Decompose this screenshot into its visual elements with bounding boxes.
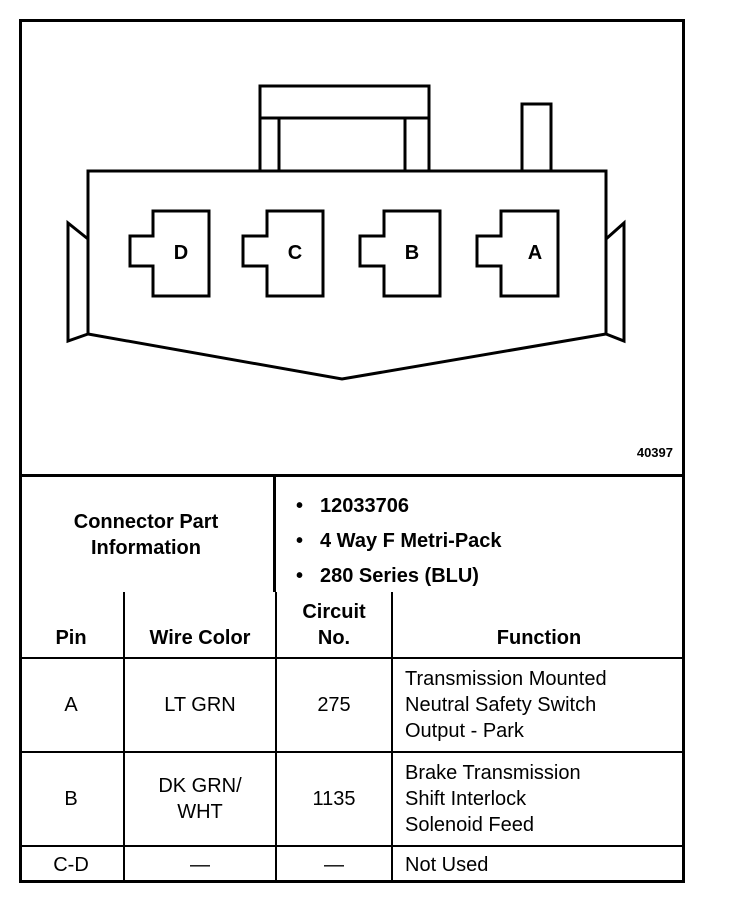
- pin-label-c: C: [287, 242, 303, 264]
- header-wire-color: Wire Color: [124, 592, 276, 658]
- pin-cavity-c: [243, 211, 323, 296]
- header-circuit-line1: Circuit: [302, 601, 366, 623]
- connector-face-drawing: [19, 19, 685, 475]
- pin-table: [19, 592, 685, 882]
- cell-wire-color: [124, 658, 276, 752]
- cell-wire-color-line: —: [190, 853, 210, 876]
- cell-pin: C-D: [19, 846, 124, 882]
- part-info-item: • 280 Series (BLU): [320, 559, 685, 594]
- polarization-key: [522, 104, 551, 171]
- cell-circuit: 275: [276, 658, 392, 752]
- cell-function-line: Output - Park: [405, 720, 524, 742]
- pin-cavity-b: [360, 211, 440, 296]
- cell-wire-color-line: LT GRN: [164, 694, 236, 716]
- cell-function-line: Neutral Safety Switch: [405, 694, 597, 716]
- part-info-label-line1: Connector Part: [73, 510, 219, 533]
- pin-cavity-d: [130, 211, 209, 296]
- cell-function: [392, 846, 685, 882]
- cell-function-line: Transmission Mounted: [405, 668, 607, 690]
- cell-function: [392, 658, 685, 752]
- pin-label-d: D: [173, 242, 189, 264]
- cell-function-line: Solenoid Feed: [405, 814, 534, 836]
- cell-wire-color: [124, 846, 276, 882]
- cell-pin: A: [19, 658, 124, 752]
- table-row: [19, 658, 685, 752]
- table-header-row: [19, 592, 685, 658]
- right-lock-tab: [606, 223, 624, 341]
- table-row: [19, 752, 685, 846]
- header-circuit-line2: No.: [317, 627, 351, 649]
- header-circuit: [276, 592, 392, 658]
- pin-cavity-a: [477, 211, 558, 296]
- connector-diagram: [19, 19, 685, 475]
- cell-wire-color-line: DK GRN/: [158, 775, 242, 797]
- figure-id: 40397: [636, 445, 673, 460]
- header-pin: Pin: [19, 592, 124, 658]
- cell-circuit: —: [276, 846, 392, 882]
- part-info-item: • 4 Way F Metri-Pack: [320, 524, 685, 559]
- pin-label-b: B: [404, 242, 420, 264]
- part-info-list: [276, 477, 685, 592]
- part-info-label-line2: Information: [91, 536, 201, 559]
- connector-body: [88, 171, 606, 379]
- connector-part-info: [19, 474, 685, 592]
- cell-function-line: Shift Interlock: [405, 788, 527, 810]
- part-info-item: • 12033706: [320, 489, 685, 524]
- cell-function-line: Brake Transmission: [405, 762, 581, 784]
- table-row: [19, 846, 685, 882]
- cell-function: [392, 752, 685, 846]
- cell-wire-color-line: WHT: [177, 801, 223, 823]
- left-lock-tab: [68, 223, 88, 341]
- header-function: Function: [392, 592, 685, 658]
- part-info-label: [19, 477, 276, 592]
- cell-function-line: Not Used: [405, 853, 489, 876]
- cell-pin: B: [19, 752, 124, 846]
- cell-wire-color: [124, 752, 276, 846]
- cell-circuit: 1135: [276, 752, 392, 846]
- pin-label-a: A: [527, 242, 543, 264]
